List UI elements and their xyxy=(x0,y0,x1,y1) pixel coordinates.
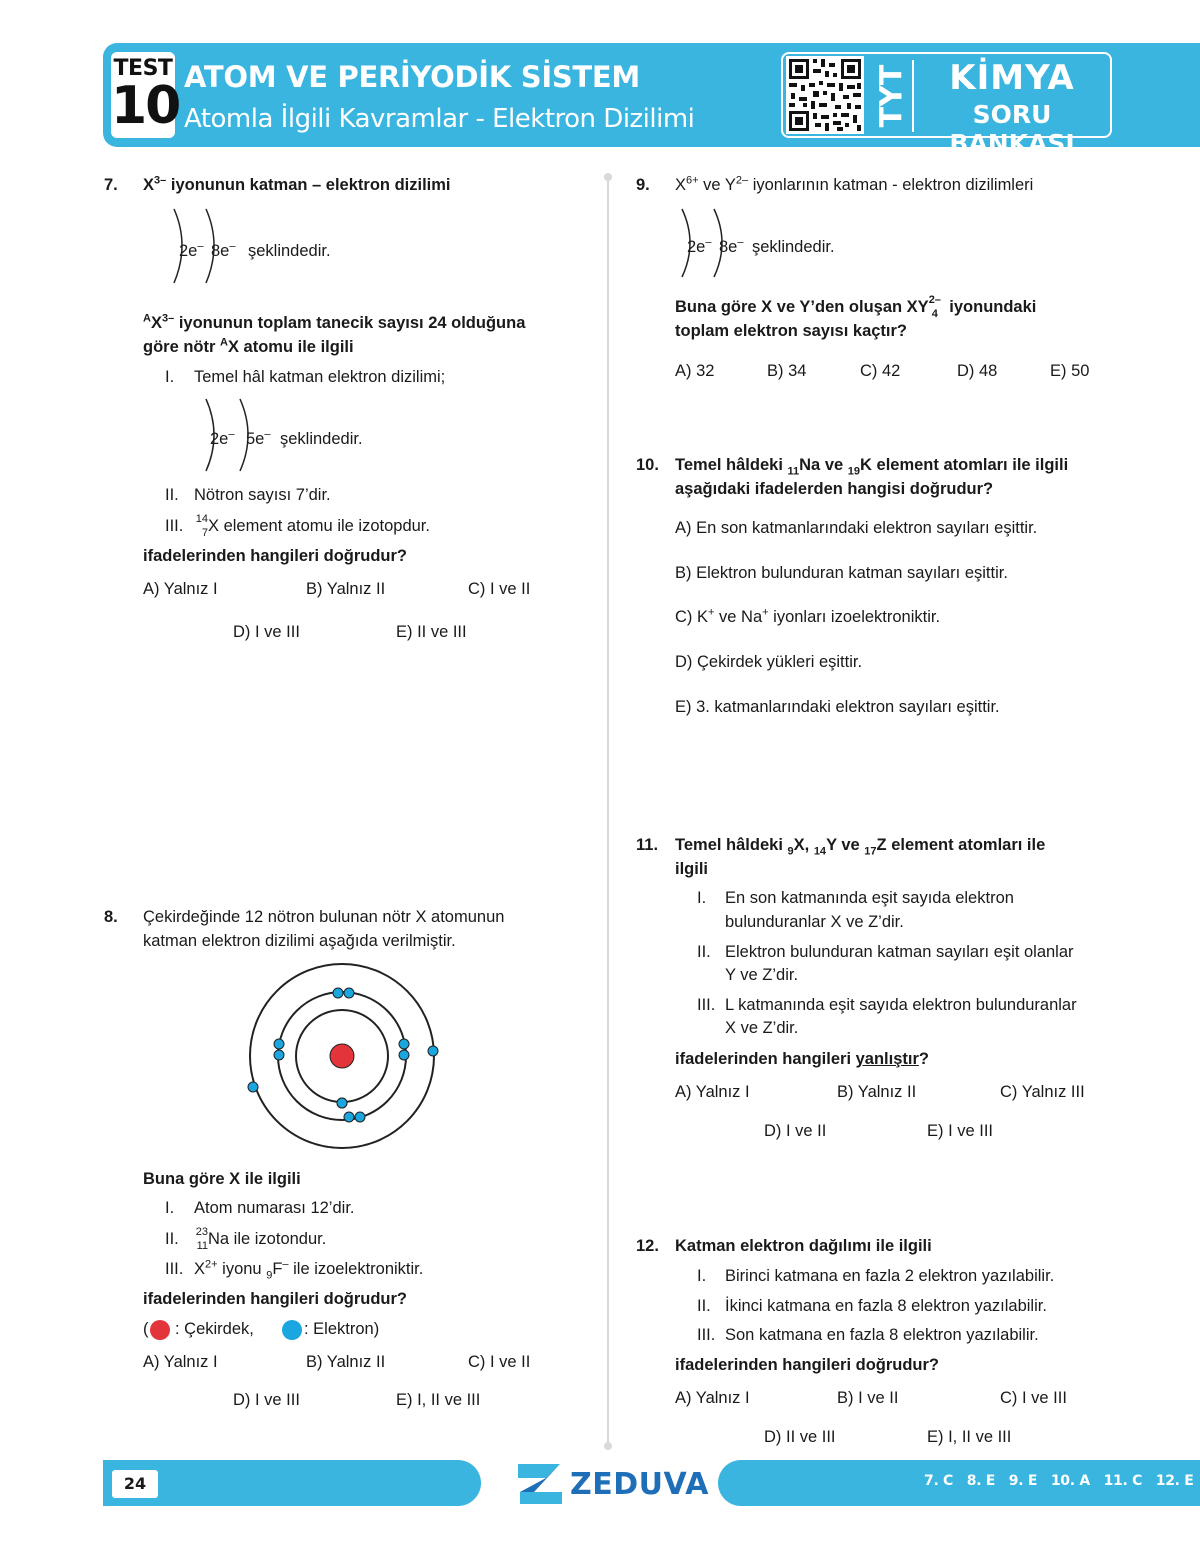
statement-number: I. xyxy=(165,368,175,386)
option-d[interactable]: D) II ve III xyxy=(764,1428,836,1446)
q10-line-2: aşağıdaki ifadelerden hangisi doğrudur? xyxy=(675,480,994,498)
electron-legend-icon xyxy=(282,1320,302,1340)
page-subtitle: Atomla İlgili Kavramlar - Elektron Dizilimi xyxy=(184,104,695,134)
q9-shell-2: 8e– xyxy=(719,236,744,256)
option-c[interactable]: C) 42 xyxy=(860,362,901,380)
question-number: 11. xyxy=(636,836,659,854)
option-b[interactable]: B) Yalnız II xyxy=(306,580,386,598)
question-number: 12. xyxy=(636,1237,659,1255)
nucleus-legend-icon xyxy=(150,1320,170,1340)
q12-statement-2: İkinci katmana en fazla 8 elektron yazılabilir. xyxy=(725,1297,1047,1315)
question-number: 10. xyxy=(636,456,659,474)
q8-statement-2: 23 11 Na ile izotondur. xyxy=(195,1226,327,1252)
answer-item: 11. C xyxy=(1103,1473,1143,1489)
legend-electron-label: : Elektron) xyxy=(304,1320,380,1338)
q11-line-2: ilgili xyxy=(675,860,708,878)
statement-number: II. xyxy=(697,943,711,961)
question-number: 7. xyxy=(104,176,118,194)
option-c[interactable]: C) Yalnız III xyxy=(1000,1083,1085,1101)
question-number: 8. xyxy=(104,908,118,926)
q11-statement-3-cont: X ve Z’dir. xyxy=(725,1019,799,1037)
statement-number: II. xyxy=(697,1297,711,1315)
option-e[interactable]: E) I ve III xyxy=(927,1122,994,1140)
option-d[interactable]: D) Çekirdek yükleri eşittir. xyxy=(675,653,863,671)
answer-item: 9. E xyxy=(1008,1473,1038,1489)
q7-statement-1: Temel hâl katman elektron dizilimi; xyxy=(194,368,446,386)
q7-title: $X^{3-}$ iyonunun katman – elektron dizilimi xyxy=(143,174,451,194)
level-label: TYT xyxy=(874,64,910,128)
q11-statement-2: Elektron bulunduran katman sayıları eşit olanlar xyxy=(725,943,1074,961)
option-d[interactable]: D) I ve III xyxy=(233,623,300,641)
option-c[interactable]: C) I ve II xyxy=(468,1353,531,1371)
q12-question: ifadelerinden hangileri doğrudur? xyxy=(675,1356,940,1374)
q8-statement-3: $X^{2+}$ iyonu $_9$F– ile izoelektroniktir. xyxy=(194,1258,424,1282)
book-label: SORU BANKASI xyxy=(949,100,1075,158)
qr-code-icon[interactable] xyxy=(786,56,864,134)
statement-number: I. xyxy=(697,889,707,907)
option-c[interactable]: C) I ve III xyxy=(1000,1389,1067,1407)
option-d[interactable]: D) I ve II xyxy=(764,1122,827,1140)
option-e[interactable]: E) 3. katmanlarındaki elektron sayıları eşittir. xyxy=(675,698,1000,716)
q9-form-text: şeklindedir. xyxy=(752,238,835,256)
option-b[interactable]: B) Yalnız II xyxy=(837,1083,917,1101)
q8-stem: Buna göre X ile ilgili xyxy=(143,1170,301,1188)
q7-shell-2: 8e– xyxy=(211,240,236,260)
electron xyxy=(248,1082,258,1092)
option-a[interactable]: A) 32 xyxy=(675,362,715,380)
q9-shell-1: 2e– xyxy=(687,236,712,256)
footer-left-band xyxy=(103,1460,481,1506)
zeduva-logo-icon xyxy=(516,1462,564,1506)
option-e[interactable]: E) II ve III xyxy=(396,623,467,641)
page-number: 24 xyxy=(112,1470,158,1498)
option-e[interactable]: E) I, II ve III xyxy=(927,1428,1012,1446)
q7-statement-3: 14 7 X element atomu ile izotopdur. xyxy=(195,513,430,539)
electron xyxy=(337,1098,347,1108)
option-b[interactable]: B) Yalnız II xyxy=(306,1353,386,1371)
electron xyxy=(344,1112,354,1122)
option-b[interactable]: B) Elektron bulunduran katman sayıları eşittir. xyxy=(675,564,1008,582)
q7-form-text: şeklindedir. xyxy=(248,242,331,260)
test-number: 10 xyxy=(111,76,180,136)
q7-s1-shell-1: 2e– xyxy=(210,428,235,448)
statement-number: I. xyxy=(165,1199,175,1217)
q9-title: $X^{6+}$ ve $Y^{2-}$ iyonlarının katman - elektron dizilimleri xyxy=(675,174,1034,194)
q11-line-1: Temel hâldeki $_9$X, $_{14}$Y ve $_{17}$Z element atomları ile xyxy=(675,836,1046,858)
divider-dot xyxy=(604,1442,612,1450)
electron xyxy=(428,1046,438,1056)
electron xyxy=(274,1050,284,1060)
test-label: TEST xyxy=(113,56,173,81)
q9-stem-line-1: Buna göre X ve Y’den oluşan XY 2– 4 iyonundaki xyxy=(675,294,1037,320)
q12-statement-1: Birinci katmana en fazla 2 elektron yazılabilir. xyxy=(725,1267,1055,1285)
q10-line-1: Temel hâldeki $_{11}$Na ve $_{19}$K element atomları ile ilgili xyxy=(675,456,1069,478)
statement-number: III. xyxy=(697,996,716,1014)
answer-key xyxy=(924,1473,1194,1489)
column-divider xyxy=(607,176,609,1446)
q8-statement-1: Atom numarası 12’dir. xyxy=(194,1199,355,1217)
option-e[interactable]: E) 50 xyxy=(1050,362,1090,380)
electron xyxy=(355,1112,365,1122)
answer-item: 10. A xyxy=(1050,1473,1090,1489)
option-d[interactable]: D) I ve III xyxy=(233,1391,300,1409)
q11-statement-2-cont: Y ve Z’dir. xyxy=(725,966,799,984)
option-a[interactable]: A) Yalnız I xyxy=(143,1353,218,1371)
q8-line-2: katman elektron dizilimi aşağıda verilmiştir. xyxy=(143,932,456,950)
q7-stem-line-1: $^AX^{3-}$ iyonunun toplam tanecik sayısı 24 olduğuna xyxy=(143,312,526,332)
electron xyxy=(274,1039,284,1049)
electron xyxy=(399,1050,409,1060)
q7-shell-1: 2e– xyxy=(179,240,204,260)
electron xyxy=(399,1039,409,1049)
q7-stem-line-2: göre nötr $^A$X atomu ile ilgili xyxy=(143,336,354,356)
page-title: ATOM VE PERİYODİK SİSTEM xyxy=(184,60,640,94)
q8-line-1: Çekirdeğinde 12 nötron bulunan nötr X atomunun xyxy=(143,908,505,926)
option-b[interactable]: B) 34 xyxy=(767,362,807,380)
brand-name: ZEDUVA xyxy=(570,1467,709,1502)
option-a[interactable]: A) Yalnız I xyxy=(675,1389,750,1407)
test-badge xyxy=(111,52,180,138)
statement-number: III. xyxy=(697,1326,716,1344)
q7-statement-2: Nötron sayısı 7’dir. xyxy=(194,486,331,504)
q7-question: ifadelerinden hangileri doğrudur? xyxy=(143,547,408,565)
q11-question: ifadelerinden hangileri yanlıştır? xyxy=(675,1050,929,1068)
answer-item: 8. E xyxy=(966,1473,996,1489)
answer-item: 12. E xyxy=(1155,1473,1194,1489)
question-number: 9. xyxy=(636,176,650,194)
q7-s1-form: şeklindedir. xyxy=(280,430,363,448)
q11-statement-3: L katmanında eşit sayıda elektron bulunduranlar xyxy=(725,996,1077,1014)
q8-question: ifadelerinden hangileri doğrudur? xyxy=(143,1290,408,1308)
statement-number: I. xyxy=(697,1267,707,1285)
atom-model-diagram xyxy=(242,960,442,1152)
statement-number: III. xyxy=(165,517,184,535)
badge-divider xyxy=(912,60,914,132)
q11-statement-1: En son katmanında eşit sayıda elektron xyxy=(725,889,1014,907)
option-d[interactable]: D) 48 xyxy=(957,362,998,380)
statement-number: II. xyxy=(165,1230,179,1248)
subject-label: KİMYA xyxy=(949,58,1075,98)
q8-legend: ( xyxy=(143,1320,149,1338)
statement-number: III. xyxy=(165,1260,184,1278)
option-c[interactable]: C) I ve II xyxy=(468,580,531,598)
legend-nucleus-label: : Çekirdek, xyxy=(175,1320,254,1338)
q12-stem: Katman elektron dağılımı ile ilgili xyxy=(675,1237,932,1255)
nucleus xyxy=(330,1044,354,1068)
electron xyxy=(333,988,343,998)
option-b[interactable]: B) I ve II xyxy=(837,1389,899,1407)
q7-s1-shell-2: 5e– xyxy=(246,428,271,448)
option-a[interactable]: A) Yalnız I xyxy=(143,580,218,598)
answer-item: 7. C xyxy=(924,1473,954,1489)
option-a[interactable]: A) Yalnız I xyxy=(675,1083,750,1101)
q12-statement-3: Son katmana en fazla 8 elektron yazılabilir. xyxy=(725,1326,1039,1344)
electron xyxy=(344,988,354,998)
option-a[interactable]: A) En son katmanlarındaki elektron sayıları eşittir. xyxy=(675,519,1038,537)
q9-stem-line-2: toplam elektron sayısı kaçtır? xyxy=(675,322,908,340)
q11-statement-1-cont: bulunduranlar X ve Z’dir. xyxy=(725,913,904,931)
option-e[interactable]: E) I, II ve III xyxy=(396,1391,481,1409)
statement-number: II. xyxy=(165,486,179,504)
divider-dot xyxy=(604,173,612,181)
option-c[interactable]: C) K+ ve Na+ iyonları izoelektroniktir. xyxy=(675,606,941,626)
